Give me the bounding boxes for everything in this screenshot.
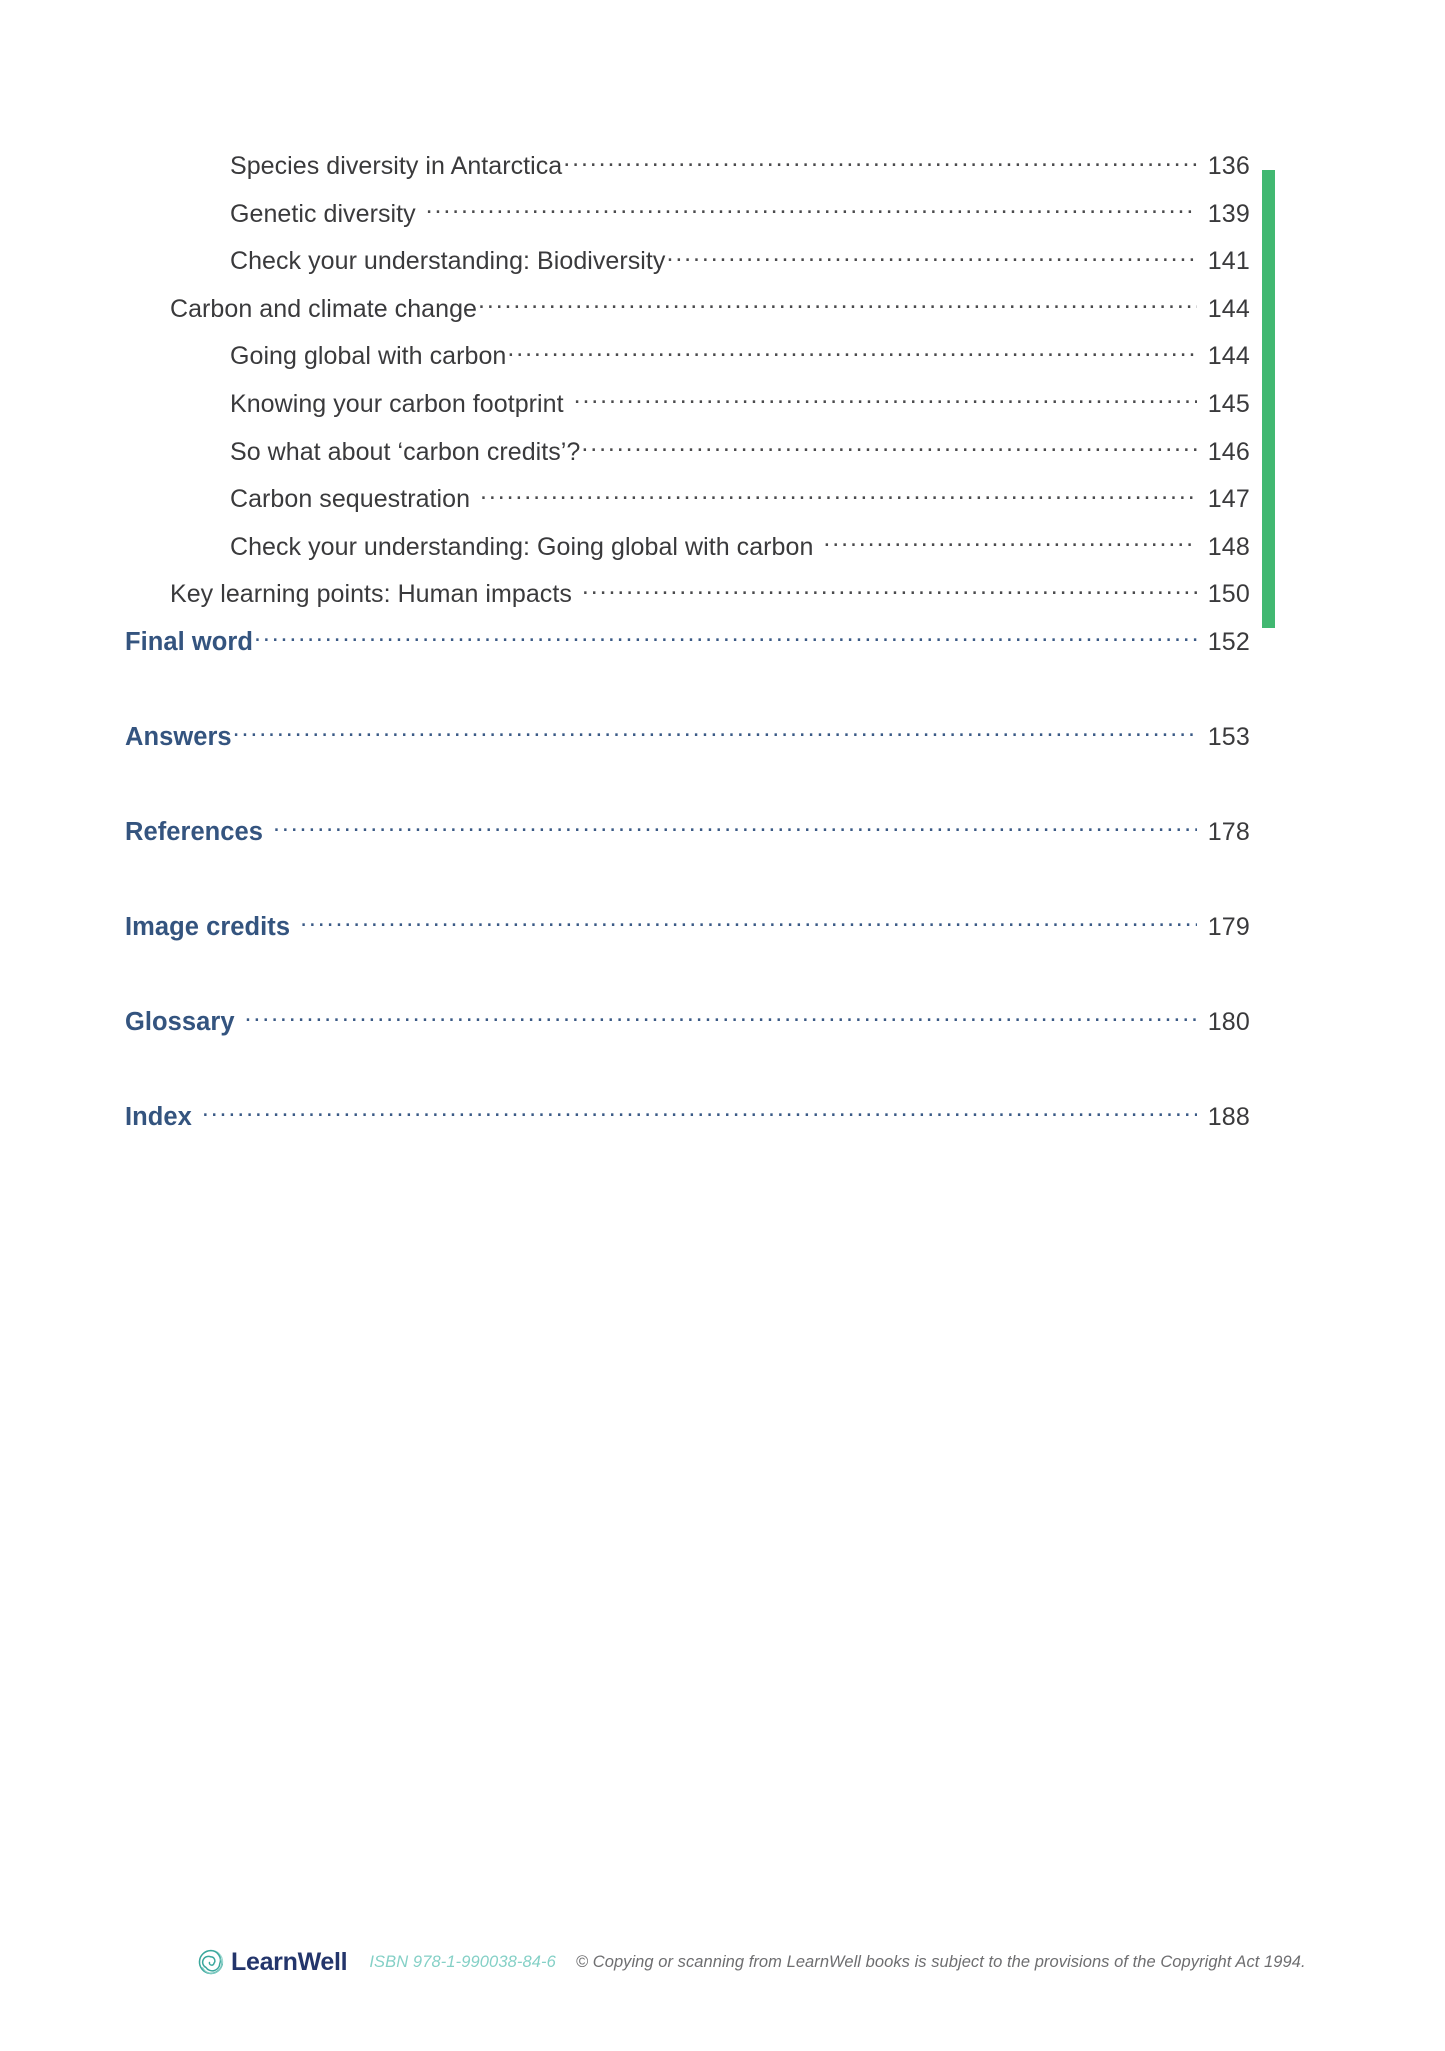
toc-page-number: 144 <box>1207 342 1250 371</box>
dot-leader <box>264 824 1197 840</box>
toc-entry-label: Check your understanding: Going global with carbon <box>230 532 814 561</box>
toc-entry-label: Species diversity in Antarctica <box>230 152 563 180</box>
dot-leader <box>291 919 1197 935</box>
toc-entry-label: Going global with carbon <box>230 342 507 371</box>
toc-entry-label: Index <box>125 1102 192 1131</box>
toc-page-number: 179 <box>1207 912 1250 941</box>
dot-leader <box>233 729 1197 745</box>
toc-entry[interactable] <box>0 390 1445 438</box>
dot-leader <box>563 158 1197 174</box>
toc-page-number: 145 <box>1207 389 1250 418</box>
copyright-notice: © Copying or scanning from LearnWell books is subject to the provisions of the Copyright Act 1994. <box>575 1952 1306 1971</box>
toc-entry-label: Glossary <box>125 1007 235 1036</box>
toc-page-number: 144 <box>1207 294 1250 323</box>
toc-entry-label: Knowing your carbon footprint <box>230 389 564 418</box>
toc-entry-label: Answers <box>125 722 232 751</box>
toc-entry[interactable] <box>0 342 1445 390</box>
toc-page-number: 146 <box>1207 437 1250 466</box>
toc-section-heading[interactable] <box>0 818 1445 913</box>
dot-leader <box>236 1014 1197 1030</box>
toc-entry[interactable] <box>0 247 1445 295</box>
toc-page-number: 148 <box>1207 532 1250 561</box>
toc-section-heading[interactable] <box>0 723 1445 818</box>
toc-entry-label: References <box>125 817 263 846</box>
toc-entry[interactable] <box>0 295 1445 343</box>
toc-section-heading[interactable] <box>0 913 1445 1008</box>
dot-leader <box>507 348 1197 364</box>
dot-leader <box>478 301 1197 317</box>
toc-section-heading[interactable] <box>0 1008 1445 1103</box>
dot-leader <box>254 634 1197 650</box>
learnwell-wordmark: LearnWell <box>231 1947 348 1976</box>
toc-entry-label: Final word <box>125 627 253 656</box>
toc-page-number: 188 <box>1207 1102 1250 1131</box>
toc-entry-label: So what about ‘carbon credits’? <box>230 437 581 466</box>
spiral-icon <box>197 1948 225 1976</box>
toc-entry-label: Genetic diversity <box>230 199 416 228</box>
toc-entry[interactable] <box>0 152 1445 200</box>
dot-leader <box>471 491 1197 507</box>
toc-entry[interactable] <box>0 485 1445 533</box>
dot-leader <box>814 539 1197 555</box>
dot-leader <box>193 1109 1197 1125</box>
chapter-accent-bar <box>1262 170 1275 628</box>
toc-entry-label: Check your understanding: Biodiversity <box>230 247 666 276</box>
toc-entry-label: Carbon sequestration <box>230 485 471 514</box>
toc-page-number: 147 <box>1207 485 1250 514</box>
dot-leader <box>666 253 1197 269</box>
dot-leader <box>581 444 1197 460</box>
dot-leader <box>565 396 1197 412</box>
toc-entry[interactable] <box>0 533 1445 581</box>
toc-page-number: 153 <box>1207 722 1250 751</box>
toc-entry-label: Carbon and climate change <box>170 294 477 323</box>
toc-section-heading[interactable] <box>0 1103 1445 1198</box>
dot-leader <box>573 586 1197 602</box>
toc-entry[interactable] <box>0 200 1445 248</box>
toc-entry-label: Key learning points: Human impacts <box>170 580 572 609</box>
dot-leader <box>417 206 1197 222</box>
toc-page-number: 136 <box>1207 152 1250 180</box>
toc-entry[interactable] <box>0 580 1445 628</box>
toc-section-heading[interactable] <box>0 628 1445 723</box>
toc-entry[interactable] <box>0 438 1445 486</box>
toc-page-number: 141 <box>1207 247 1250 276</box>
toc-page-number: 178 <box>1207 817 1250 846</box>
toc-entry-label: Image credits <box>125 912 291 941</box>
toc-page-number: 150 <box>1207 580 1250 609</box>
toc-page-number: 152 <box>1207 627 1250 656</box>
toc-page-number: 139 <box>1207 199 1250 228</box>
toc-page-number: 180 <box>1207 1007 1250 1036</box>
isbn-text: ISBN 978-1-990038-84-6 <box>369 1952 556 1971</box>
page-footer <box>0 1940 1445 1984</box>
